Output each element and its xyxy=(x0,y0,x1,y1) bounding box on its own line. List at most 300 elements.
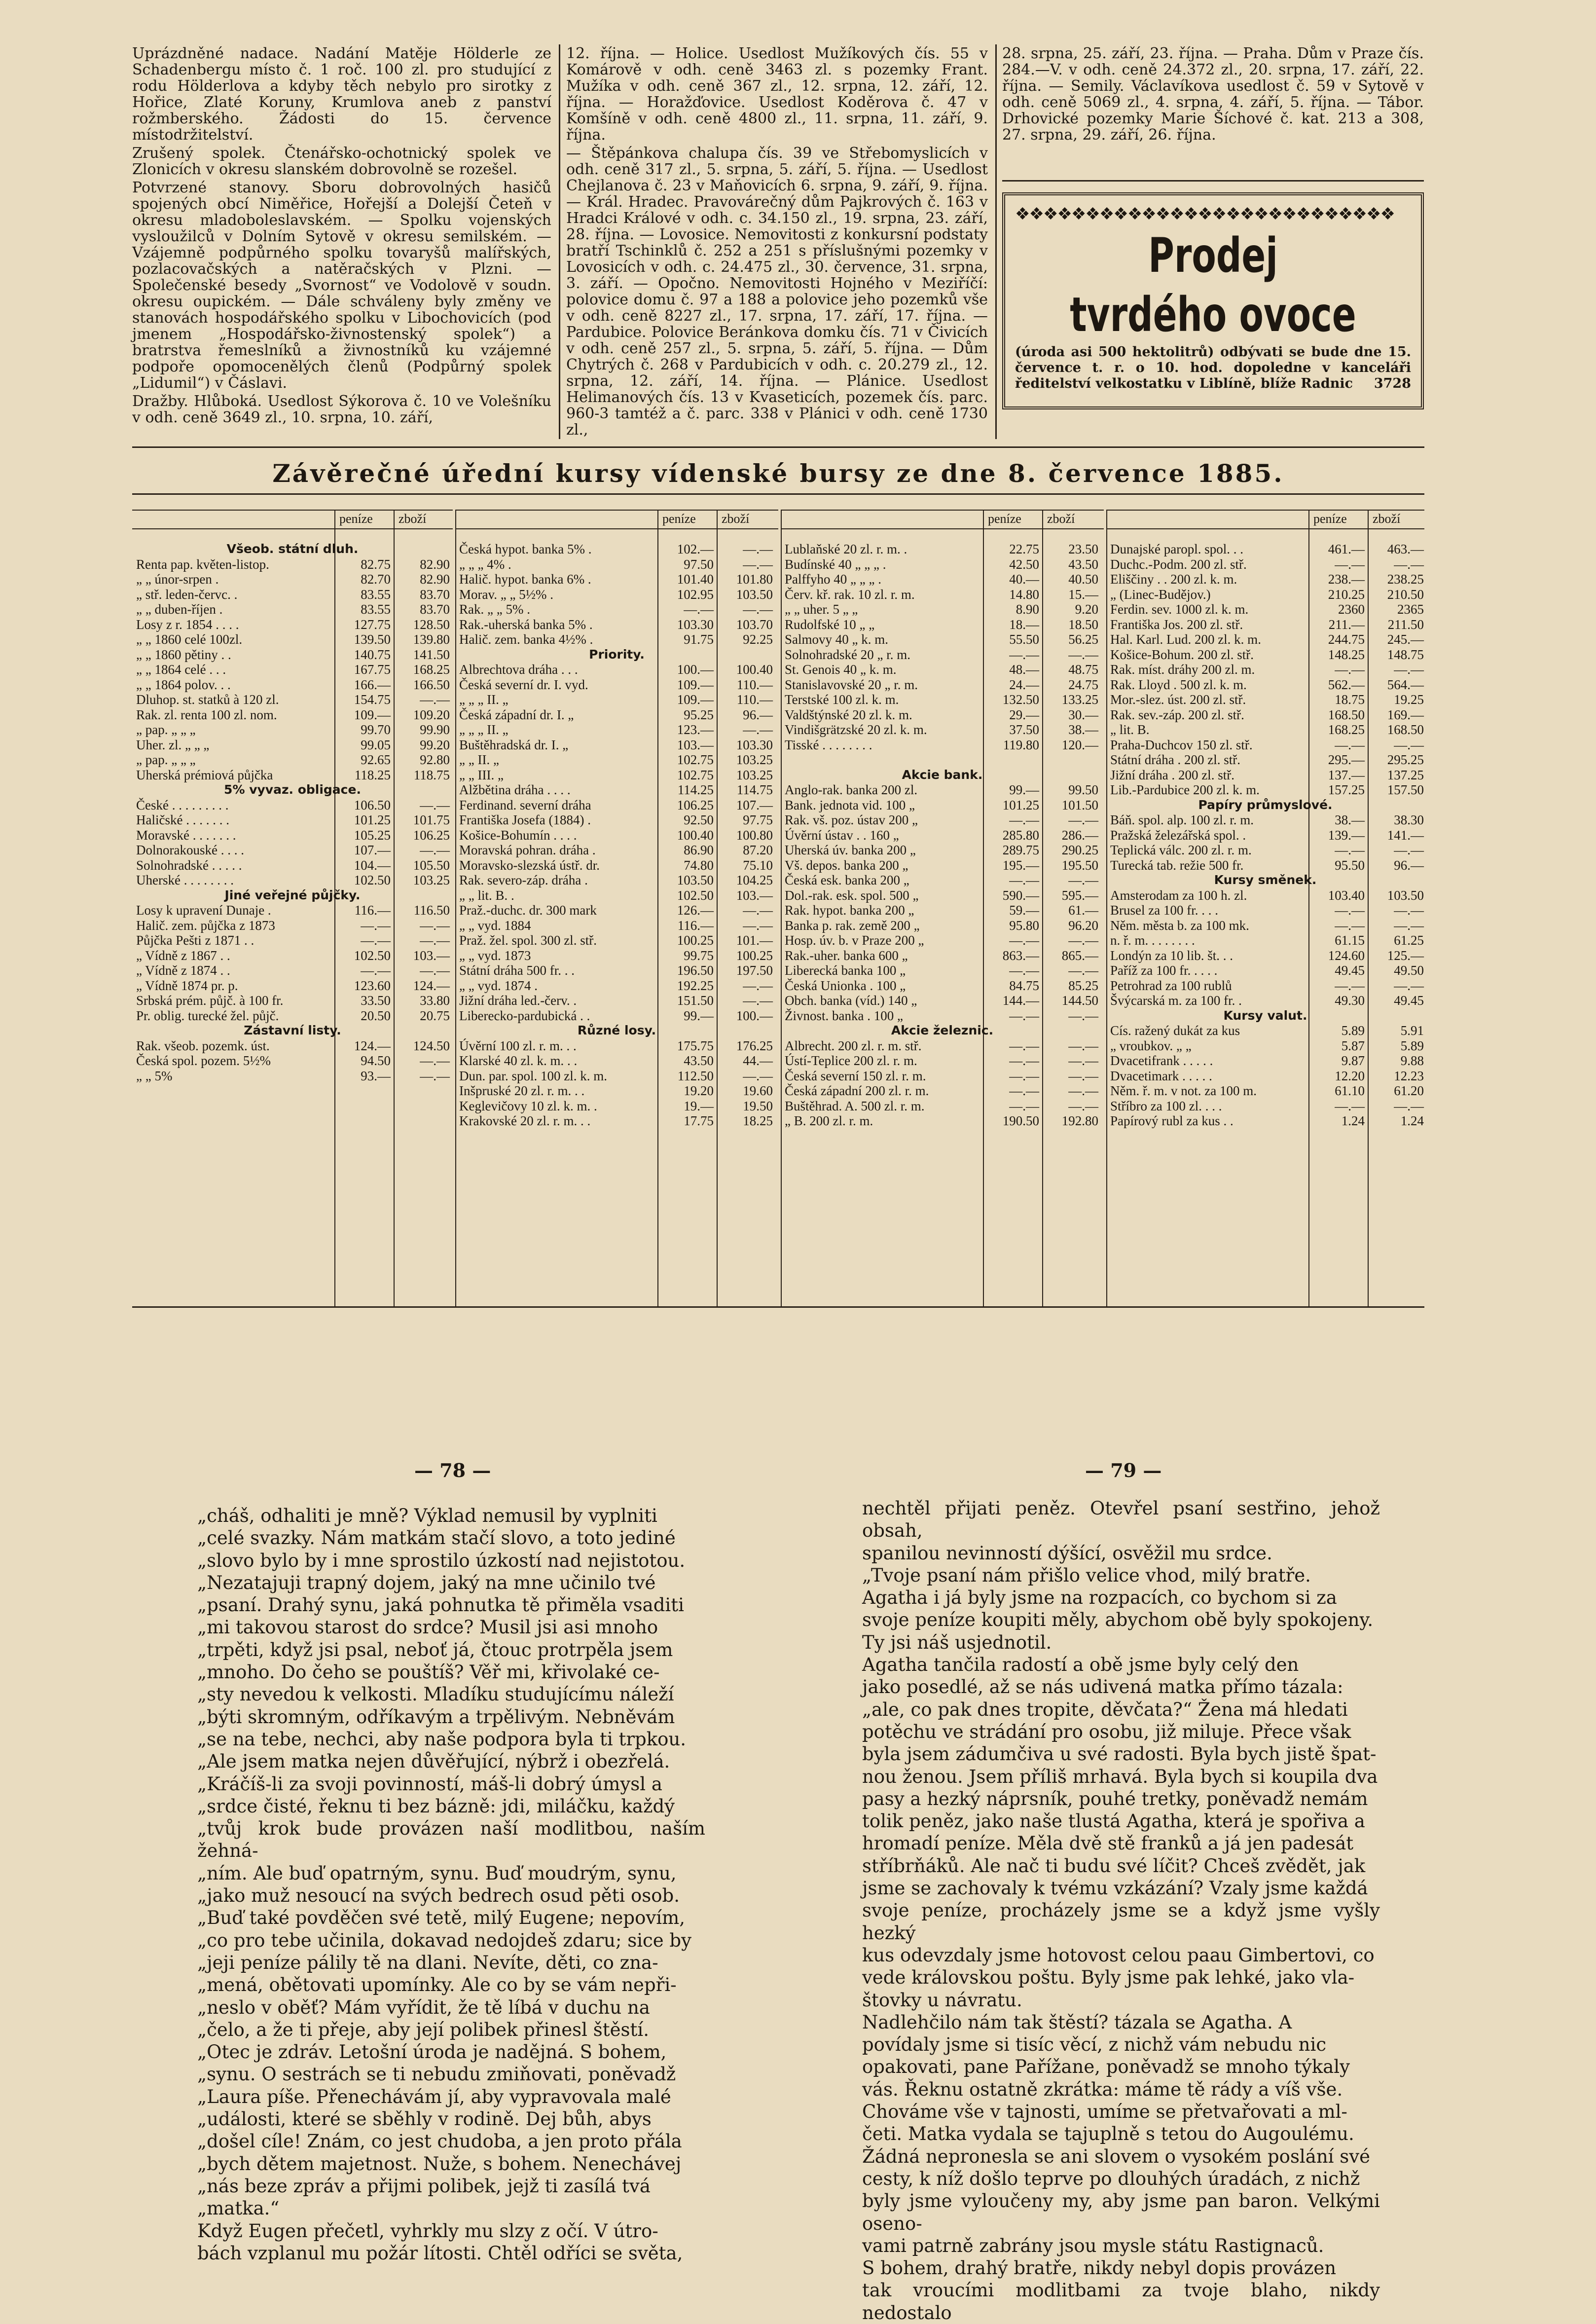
security-name: Rak. sev.-záp. 200 zl. stř. xyxy=(1110,707,1244,722)
security-name: Něm. ř. m. v not. za 100 m. xyxy=(1110,1083,1257,1098)
goods-price: 109.20 xyxy=(413,707,450,722)
rate-row xyxy=(1106,557,1424,572)
notice-paragraph: Uprázdněné nadace. Nadání Matěje Hölderle ze Schadenbergu místo č. 1 roč. 100 zl. pro studující z rodu Hölderlova a kdyby těch nebylo pro sirotky z Hořice, Zlaté Koruny, Krumlova aneb z panství rožmberského. Žádosti do 15. července místodržitelství. xyxy=(132,45,551,144)
rate-row xyxy=(1106,782,1424,798)
money-price: 102.75 xyxy=(677,752,714,767)
goods-price: 238.25 xyxy=(1387,572,1424,587)
money-price: 196.50 xyxy=(677,963,714,978)
rate-row xyxy=(781,798,1104,813)
story-line: byla jsem zádumčiva u své radosti. Byla bych jistě špat- xyxy=(862,1743,1377,1765)
goods-price: 103.30 xyxy=(736,737,773,752)
money-price: 210.25 xyxy=(1328,587,1365,602)
rate-row xyxy=(455,1083,778,1099)
goods-price: 197.50 xyxy=(736,963,773,978)
money-price: —.— xyxy=(1009,1053,1039,1068)
rate-row xyxy=(132,738,453,753)
money-price: 5.87 xyxy=(1341,1038,1365,1053)
header-money: peníze xyxy=(1313,512,1347,526)
money-price: 116.— xyxy=(677,918,714,933)
story-left-column xyxy=(197,1505,705,2264)
rate-row xyxy=(132,978,453,994)
rate-row xyxy=(132,632,453,647)
security-name: Alžbětina dráha . . . . xyxy=(459,782,571,797)
rate-row xyxy=(132,873,453,888)
security-name: Londýn za 10 lib. št. . . xyxy=(1110,948,1233,963)
goods-price: 295.25 xyxy=(1387,752,1424,767)
goods-price: —.— xyxy=(1068,1083,1098,1098)
money-price: 33.50 xyxy=(361,993,391,1008)
money-price: 18.75 xyxy=(1335,692,1365,707)
security-name: Vindišgrätzské 20 zl. k. m. xyxy=(785,722,927,737)
goods-price: —.— xyxy=(1394,1098,1424,1113)
goods-price: 82.90 xyxy=(420,556,450,572)
rate-row xyxy=(781,963,1104,978)
rate-row xyxy=(455,798,778,813)
money-price: —.— xyxy=(1335,737,1365,752)
rate-row xyxy=(781,993,1104,1008)
rate-row xyxy=(132,1053,453,1069)
goods-price: —.— xyxy=(1068,873,1098,887)
security-name: Dol.-rak. esk. spol. 500 „ xyxy=(785,887,919,903)
security-name: „ „ „ II. „ xyxy=(459,722,508,737)
security-name: Ústí-Teplice 200 zl. r. m. xyxy=(785,1053,917,1068)
rates-section-heading xyxy=(1106,798,1424,813)
goods-price: 99.90 xyxy=(420,722,450,737)
goods-price: 96.— xyxy=(1394,857,1424,873)
goods-price: 133.25 xyxy=(1061,692,1098,707)
security-name: Obch. banka (víd.) 140 „ xyxy=(785,993,917,1008)
goods-price: 166.50 xyxy=(413,677,450,692)
goods-price: 139.80 xyxy=(413,632,450,647)
money-price: 109.— xyxy=(677,692,714,707)
security-name: Banka p. rak. země 200 „ xyxy=(785,918,920,933)
security-name: „ „ 1860 celé 100zl. xyxy=(136,632,243,647)
story-line: potěchu ve strádání pro osobu, již miluje. Přece však xyxy=(862,1721,1351,1742)
goods-price: 99.50 xyxy=(1068,782,1098,797)
story-line: „čelo, a že ti přeje, aby její polibek přinesl štěstí. xyxy=(197,2019,649,2040)
rate-row xyxy=(132,1038,453,1054)
goods-price: 103.25 xyxy=(413,873,450,887)
security-name: Košice-Bohumín . . . . xyxy=(459,827,577,843)
money-price: 74.80 xyxy=(684,857,714,873)
goods-price: 141.50 xyxy=(413,647,450,662)
rate-row xyxy=(455,722,778,738)
money-price: —.— xyxy=(1335,978,1365,993)
money-price: 99.05 xyxy=(361,737,391,752)
section-label: Kursy valut. xyxy=(1223,1008,1307,1023)
rate-row xyxy=(132,963,453,978)
money-price: 211.— xyxy=(1328,617,1365,632)
rate-row xyxy=(781,888,1104,903)
goods-price: 110.— xyxy=(736,677,773,692)
rate-row xyxy=(781,782,1104,798)
story-line: „slovo bylo by i mne sprostilo úzkostí nad nejistotou. xyxy=(197,1549,686,1571)
money-price: 124.60 xyxy=(1328,948,1365,963)
rate-row xyxy=(1106,903,1424,918)
goods-price: 157.50 xyxy=(1387,782,1424,797)
money-price: —.— xyxy=(1009,933,1039,948)
money-price: 101.40 xyxy=(677,572,714,587)
goods-price: 110.— xyxy=(736,692,773,707)
goods-price: —.— xyxy=(1394,903,1424,918)
money-price: —.— xyxy=(1335,843,1365,857)
security-name: Dluhop. st. statků à 120 zl. xyxy=(136,692,279,707)
story-line: „události, které se sběhly v rodině. Dej bůh, abys xyxy=(197,2108,652,2130)
security-name: Rak. Lloyd . 500 zl. k. m. xyxy=(1110,677,1247,692)
goods-price: 100.80 xyxy=(736,827,773,843)
security-name: Lib.-Pardubice 200 zl. k. m. xyxy=(1110,782,1260,797)
goods-price: 5.91 xyxy=(1400,1023,1424,1038)
rate-row xyxy=(1106,933,1424,948)
money-price: 49.30 xyxy=(1335,993,1365,1008)
goods-price: —.— xyxy=(1068,933,1098,948)
security-name: „ pap. „ „ „ xyxy=(136,722,196,737)
story-line: Chováme vše v tajnosti, umíme se přetvařovati a ml- xyxy=(862,2101,1347,2123)
rate-row xyxy=(1106,812,1424,828)
rate-row xyxy=(132,722,453,738)
story-line: byly jsme vyloučeny my, aby jsme pan baron. Velkými oseno- xyxy=(862,2190,1380,2234)
security-name: Hosp. úv. b. v Praze 200 „ xyxy=(785,933,924,948)
money-price: 127.75 xyxy=(354,617,391,632)
security-name: „ „ II. „ xyxy=(459,752,499,767)
rates-section-heading xyxy=(781,768,1104,783)
money-price: 100.40 xyxy=(677,827,714,843)
goods-price: —.— xyxy=(1394,918,1424,933)
story-line: „synu. O sestrách se ti nebudu zmiňovati, poněvadž xyxy=(197,2064,676,2085)
rates-rows xyxy=(132,542,453,1083)
notice-paragraph: — Štěpánkova chalupa čís. 39 ve Střebomyslicích v odh. ceně 317 zl., 5. srpna, 5. září, 5. října. — Usedlost Chejlanova č. 23 v Maňovicích 6. srpna, 9. září, 9. října. — Král. Hradec. Pravovárečný dům Pajkrových č. 163 v Hradci Králové v odh. c. 34.150 zl., 19. srpna, 23. září, 28. října. — Lovosice. Nemovitosti z konkursní podstaty bratří Tschinklů č. 252 a 251 s příslušnými pozemky v Lovosicích v odh. c. 24.475 zl., 30. července, 31. srpna, 3. září. — Opočno. Nemovitosti Hojného v Meziříčí: polovice domu č. 97 a 188 a polovice jeho pozemků vše v odh. ceně 8227 zl., 17. srpna, 17. září, 17. října. — Pardubice. Polovice Beránkova domku čís. 71 v Čivicích v odh. ceně 257 zl., 5. srpna, 5. září, 5. října. — Dům Chytrých č. 268 v Pardubicích v odh. c. 20.279 zl., 12. srpna, 12. září, 14. října. — Plánice. Usedlost Helimanových čís. 13 v Kvaseticích, pozemek čís. parc. 960-3 tamtéž a č. parc. 338 v Plánici v odh. ceně 1730 zl., xyxy=(566,145,988,439)
rate-row xyxy=(455,692,778,707)
goods-price: 23.50 xyxy=(1068,542,1098,556)
security-name: Solnohradské . . . . . xyxy=(136,857,242,873)
security-name: Moravské . . . . . . . xyxy=(136,827,236,843)
rate-row xyxy=(1106,948,1424,963)
security-name: Rak. severo-záp. dráha . xyxy=(459,873,588,887)
story-line: cesty, k níž došlo teprve po dlouhých úradách, z nichž xyxy=(862,2168,1360,2189)
page-number-left: — 78 — xyxy=(414,1459,491,1481)
money-price: 102.50 xyxy=(354,873,391,887)
story-line: „neslo v oběť? Mám vyřídit, že tě líbá v duchu na xyxy=(197,1996,650,2018)
rate-row xyxy=(1106,602,1424,617)
rate-row xyxy=(781,738,1104,753)
money-price: 132.50 xyxy=(1002,692,1039,707)
security-name: Teplická válc. 200 zl. r. m. xyxy=(1110,843,1252,857)
goods-price: —.— xyxy=(1068,1038,1098,1053)
money-price: 119.80 xyxy=(1003,737,1039,752)
advert-body: (úroda asi 500 hektolitrů) odbývati se bude dne 15. července t. r. o 10. hod. dopoledne v kanceláři ředitelství velkostatku v Liblíně, blíže Radnic xyxy=(1015,344,1411,391)
goods-price: 87.20 xyxy=(743,843,773,857)
rate-row xyxy=(455,1038,778,1054)
rate-row xyxy=(132,602,453,617)
goods-price: —.— xyxy=(1068,1068,1098,1083)
security-name: Červ. kř. rak. 10 zl. r. m. xyxy=(785,587,915,602)
money-price: 123.— xyxy=(677,722,714,737)
rate-row xyxy=(1106,768,1424,783)
money-price: 109.— xyxy=(677,677,714,692)
goods-price: 61.20 xyxy=(1394,1083,1424,1098)
goods-price: 1.24 xyxy=(1400,1113,1424,1128)
fruit-sale-advert xyxy=(1002,192,1424,409)
goods-price: 49.45 xyxy=(1394,993,1424,1008)
money-price: 61.15 xyxy=(1335,933,1365,948)
money-price: 102.95 xyxy=(677,587,714,602)
money-price: 49.45 xyxy=(1335,963,1365,978)
goods-price: 9.20 xyxy=(1075,602,1098,617)
story-line: „tvůj krok bude provázen naší modlitbou, naším žehná- xyxy=(197,1818,705,1862)
goods-price: —.— xyxy=(743,993,773,1008)
rate-row xyxy=(781,1083,1104,1099)
money-price: 99.— xyxy=(684,1008,714,1023)
goods-price: 48.75 xyxy=(1068,662,1098,677)
money-price: —.— xyxy=(1009,1038,1039,1053)
story-line: nechtěl přijati peněz. Otevřel psaní sestřino, jehož obsah, xyxy=(862,1498,1380,1542)
rate-row xyxy=(781,828,1104,843)
goods-price: 168.50 xyxy=(1387,722,1424,737)
money-price: —.— xyxy=(361,963,391,978)
goods-price: 100.— xyxy=(736,1008,773,1023)
security-name: Amsterodam za 100 h. zl. xyxy=(1110,887,1247,903)
money-price: 2360 xyxy=(1338,602,1365,617)
header-money: peníze xyxy=(339,512,373,526)
security-name: „ (Linec-Budějov.) xyxy=(1110,587,1211,602)
section-label: Kursy směnek. xyxy=(1214,873,1317,887)
goods-price: 245.— xyxy=(1387,632,1424,647)
security-name: Liberecko-pardubická . . xyxy=(459,1008,590,1023)
money-price: —.— xyxy=(1335,556,1365,572)
story-line: svoje peníze koupiti měly, abychom obě byly spokojeny. xyxy=(862,1609,1374,1631)
rate-row xyxy=(455,903,778,918)
money-price: 101.25 xyxy=(1002,797,1039,812)
rates-section-heading xyxy=(132,782,453,798)
money-price: 102.— xyxy=(677,542,714,556)
security-name: Františka Jos. 200 zl. stř. xyxy=(1110,617,1243,632)
money-price: 14.80 xyxy=(1009,587,1039,602)
money-price: —.— xyxy=(361,933,391,948)
security-name: „ „ „ 4% . xyxy=(459,556,511,572)
security-name: „ „ 1864 polov. . . xyxy=(136,677,231,692)
rates-header xyxy=(781,510,1104,529)
money-price: 118.25 xyxy=(354,767,391,782)
exchange-rates-table xyxy=(132,493,1424,1308)
goods-price: 33.80 xyxy=(420,993,450,1008)
money-price: 103.— xyxy=(677,737,714,752)
security-name: Rak. zl. renta 100 zl. nom. xyxy=(136,707,277,722)
security-name: Keglevičovy 10 zl. k. m. . xyxy=(459,1098,597,1113)
notices-column-2 xyxy=(566,45,988,440)
money-price: 195.— xyxy=(1002,857,1039,873)
story-line: „matka.“ xyxy=(197,2198,280,2219)
goods-price: 83.70 xyxy=(420,602,450,617)
security-name: Rak. vš. poz. ústav 200 „ xyxy=(785,812,918,827)
security-name: St. Genois 40 „ k. m. xyxy=(785,662,897,677)
security-name: Rak. „ „ 5% . xyxy=(459,602,530,617)
security-name: Česká esk. banka 200 „ xyxy=(785,873,909,887)
money-price: 86.90 xyxy=(684,843,714,857)
rates-column-1 xyxy=(132,495,453,1306)
money-price: —.— xyxy=(1335,903,1365,918)
goods-price: 18.50 xyxy=(1068,617,1098,632)
rate-row xyxy=(455,812,778,828)
rates-header xyxy=(132,510,453,529)
goods-price: —.— xyxy=(420,843,450,857)
story-line: pasy a hezký náprsník, pouhé tretky, poněvadž nemám xyxy=(862,1788,1368,1809)
money-price: 107.— xyxy=(354,843,391,857)
rate-row xyxy=(1106,858,1424,873)
rates-section-heading xyxy=(455,647,778,663)
security-name: „ B. 200 zl. r. m. xyxy=(785,1113,873,1128)
section-rule xyxy=(132,446,1424,448)
goods-price: 2365 xyxy=(1397,602,1424,617)
rate-row xyxy=(132,843,453,858)
rate-row xyxy=(132,662,453,677)
goods-price: —.— xyxy=(420,918,450,933)
security-name: Terstské 100 zl. k. m. xyxy=(785,692,899,707)
money-price: 192.25 xyxy=(677,978,714,993)
goods-price: —.— xyxy=(743,556,773,572)
rate-row xyxy=(132,858,453,873)
section-label: Jiné veřejné půjčky. xyxy=(224,887,361,902)
rate-row xyxy=(455,752,778,768)
story-line: kus odevzdaly jsme hotovost celou paau Gimbertovi, co xyxy=(862,1944,1375,1966)
money-price: 8.90 xyxy=(1016,602,1039,617)
money-price: 37.50 xyxy=(1009,722,1039,737)
rate-row xyxy=(781,542,1104,557)
rate-row xyxy=(455,617,778,632)
goods-price: 82.90 xyxy=(420,572,450,587)
rate-row xyxy=(455,993,778,1008)
money-price: —.— xyxy=(1009,963,1039,978)
goods-price: —.— xyxy=(743,542,773,556)
notice-paragraph: Dražby. Hlůboká. Usedlost Sýkorova č. 10 ve Volešníku v odh. ceně 3649 zl., 10. srpna, 10. září, xyxy=(132,393,551,426)
section-label: 5% vyvaz. obligace. xyxy=(224,782,361,797)
security-name: Česká západní dr. I. „ xyxy=(459,707,574,722)
story-line: „co pro tebe učinila, dokavad nedojdeš zdaru; sice by xyxy=(197,1929,692,1951)
rate-row xyxy=(132,768,453,783)
security-name: Albrechtova dráha . . . xyxy=(459,662,578,677)
rate-row xyxy=(132,587,453,602)
rate-row xyxy=(781,903,1104,918)
goods-price: —.— xyxy=(743,978,773,993)
story-line: „jako muž nesoucí na svých bedrech osud pěti osob. xyxy=(197,1885,680,1907)
security-name: „ „ „ II. „ xyxy=(459,692,508,707)
section-label: Akcie bank. xyxy=(902,767,983,782)
goods-price: 106.25 xyxy=(413,827,450,843)
goods-price: 100.40 xyxy=(736,662,773,677)
rate-row xyxy=(1106,963,1424,978)
rate-row xyxy=(781,707,1104,723)
goods-price: 125.— xyxy=(1387,948,1424,963)
money-price: 168.50 xyxy=(1328,707,1365,722)
rate-row xyxy=(781,557,1104,572)
section-label: Zástavní listy. xyxy=(244,1023,341,1037)
section-label: Akcie železnic. xyxy=(891,1023,994,1037)
money-price: 166.— xyxy=(354,677,391,692)
rate-row xyxy=(781,677,1104,693)
section-label: Papíry průmyslové. xyxy=(1198,797,1333,812)
security-name: Uherská prémiová půjčka xyxy=(136,767,273,782)
security-name: n. ř. m. . . . . . . . xyxy=(1110,933,1195,948)
story-line: jako posedlé, až se nás udivená matka přímo tázala: xyxy=(862,1676,1343,1698)
security-name: Buštěhrad. A. 500 zl. r. m. xyxy=(785,1098,925,1113)
money-price: 94.50 xyxy=(361,1053,391,1068)
security-name: „ pap. „ „ „ xyxy=(136,752,196,767)
story-line: S bohem, drahý bratře, nikdy nebyl dopis provázen xyxy=(862,2257,1337,2279)
rates-section-heading xyxy=(1106,873,1424,888)
money-price: 863.— xyxy=(1002,948,1039,963)
rates-section-heading xyxy=(132,1023,453,1038)
goods-price: —.— xyxy=(1394,556,1424,572)
security-name: Losy k upravení Dunaje . xyxy=(136,903,271,918)
money-price: 99.— xyxy=(1009,782,1039,797)
header-goods: zboží xyxy=(1373,512,1401,526)
security-name: Česká západní 200 zl. r. m. xyxy=(785,1083,929,1098)
rate-row xyxy=(455,948,778,963)
security-name: Dvacetimark . . . . . xyxy=(1110,1068,1212,1083)
goods-price: 19.50 xyxy=(743,1098,773,1113)
security-name: Jižní dráha . 200 zl. stř. xyxy=(1110,767,1234,782)
goods-price: 195.50 xyxy=(1061,857,1098,873)
money-price: 83.55 xyxy=(361,587,391,602)
security-name: Jižní dráha led.-červ. . xyxy=(459,993,577,1008)
rates-rows xyxy=(781,542,1104,1129)
security-name: Státní dráha 500 fr. . . xyxy=(459,963,575,978)
rate-row xyxy=(132,677,453,693)
money-price: —.— xyxy=(1335,1098,1365,1113)
security-name: „ „ únor-srpen . xyxy=(136,572,219,587)
money-price: 167.75 xyxy=(354,662,391,677)
goods-price: 61.25 xyxy=(1394,933,1424,948)
rate-row xyxy=(781,587,1104,602)
money-price: 140.75 xyxy=(354,647,391,662)
security-name: Stříbro za 100 zl. . . . xyxy=(1110,1098,1222,1113)
security-name: Petrohrad za 100 rublů xyxy=(1110,978,1232,993)
rates-section-heading xyxy=(1106,1008,1424,1024)
story-line: „ním. Ale buď opatrným, synu. Buď moudrým, synu, xyxy=(197,1862,677,1884)
money-price: 95.25 xyxy=(684,707,714,722)
rate-row xyxy=(132,798,453,813)
money-price: 43.50 xyxy=(684,1053,714,1068)
security-name: Salmovy 40 „ k. m. xyxy=(785,632,888,647)
money-price: 97.50 xyxy=(684,556,714,572)
goods-price: 103.70 xyxy=(736,617,773,632)
money-price: —.— xyxy=(1335,662,1365,677)
money-price: 114.25 xyxy=(677,782,714,797)
story-line: „mená, obětovati upomínky. Ale co by se vám nepři- xyxy=(197,1974,677,1996)
money-price: —.— xyxy=(1009,1083,1039,1098)
money-price: 95.80 xyxy=(1009,918,1039,933)
story-line: svoje peníze, procházely jsme se a když jsme vyšly hezký xyxy=(862,1900,1380,1944)
rate-row xyxy=(781,692,1104,707)
security-name: „ „ vyd. 1884 xyxy=(459,918,531,933)
money-price: 144.— xyxy=(1002,993,1039,1008)
security-name: Praha-Duchcov 150 zl. stř. xyxy=(1110,737,1253,752)
security-name: Uherské . . . . . . . . xyxy=(136,873,234,887)
money-price: 40.— xyxy=(1009,572,1039,587)
column-divider xyxy=(995,44,997,439)
money-price: 126.— xyxy=(677,903,714,918)
rates-column-2 xyxy=(455,495,778,1306)
rate-row xyxy=(1106,647,1424,663)
rates-header xyxy=(1106,510,1424,529)
story-line: vami patrně zabrány jsou mysle státu Rastignaců. xyxy=(862,2235,1324,2256)
rate-row xyxy=(781,722,1104,738)
security-name: „ „ 5% xyxy=(136,1068,173,1083)
header-money: peníze xyxy=(988,512,1021,526)
money-price: 48.— xyxy=(1009,662,1039,677)
rate-row xyxy=(455,933,778,948)
security-name: Františka Josefa (1884) . xyxy=(459,812,591,827)
security-name: Rak. hypot. banka 200 „ xyxy=(785,903,914,918)
